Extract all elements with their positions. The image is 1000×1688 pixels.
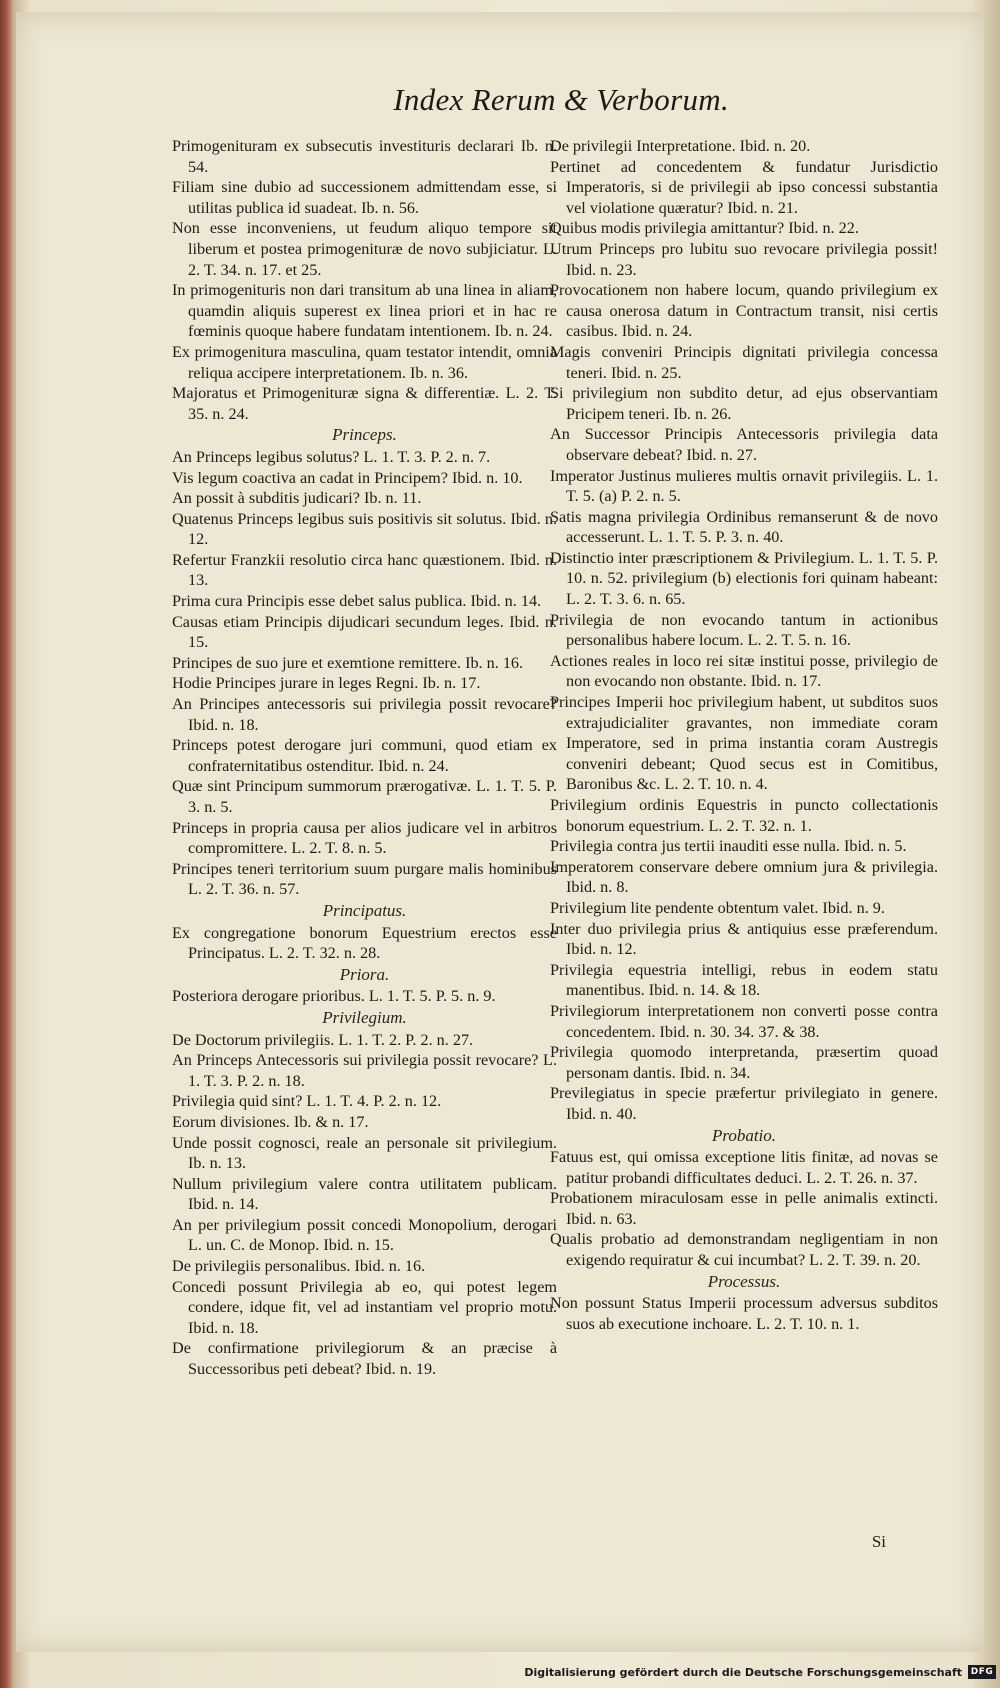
index-entry: Nullum privilegium valere contra utilitatem publicam. Ibid. n. 14. [172,1174,557,1214]
index-entry: Privilegiorum interpretationem non converti posse contra concedentem. Ibid. n. 30. 34. 37. & 38. [550,1001,938,1041]
index-entry: Si privilegium non subdito detur, ad ejus observantiam Pricipem teneri. Ib. n. 26. [550,384,938,423]
index-entry: Causas etiam Principis dijudicari secundum leges. Ibid. n. 15. [172,612,557,652]
index-entry: Principes de suo jure et exemtione remittere. Ib. n. 16. [172,653,524,672]
index-column-right [550,136,938,1334]
index-entry: Prima cura Principis esse debet salus publica. Ibid. n. 14. [172,592,542,611]
index-entry: De confirmatione privilegiorum & an præcise à Successoribus peti debeat? Ibid. n. 19. [172,1339,557,1379]
index-entry: An Princeps Antecessoris sui privilegia possit revocare? L. 1. T. 3. P. 2. n. 18. [172,1051,557,1090]
index-entry: Inter duo privilegia prius & antiquius esse præferendum. Ibid. n. 12. [550,919,938,959]
catchword: Si [871,1532,886,1551]
index-entry: Fatuus est, qui omissa exceptione litis finitæ, ad novas se patitur probandi difficultates deduci. L. 2. T. 26. n. 37. [550,1148,938,1187]
index-entry: Quibus modis privilegia amittantur? Ibid. n. 22. [550,219,859,238]
index-entry: Privilegium ordinis Equestris in puncto collectationis bonorum equestrium. L. 2. T. 32. n. 1. [550,796,938,835]
index-entry: Privilegia contra jus tertii inauditi esse nulla. Ibid. n. 5. [550,837,907,856]
index-entry: Quatenus Princeps legibus suis positivis sit solutus. Ibid. n. 12. [172,509,557,549]
index-entry: Pertinet ad concedentem & fundatur Jurisdictio Imperatoris, si de privilegii ab ipso concessi substantia vel violatione quæratur? Ibid. n. 21. [550,157,938,217]
index-entry: Principes Imperii hoc privilegium habent, ut subditos suos extrajudicialiter gravantes, non immediate coram Imperatore, sed in prima instantia coram Austregis conveniri debeant; Quod secus est in Comitibus, Baronibus &c. L. 2. T. 10. n. 4. [550,693,938,794]
index-column-left [172,136,557,1380]
page-header: Index Rerum & Verborum. [393,82,729,117]
index-entry: Quæ sint Principum summorum prærogativæ. L. 1. T. 5. P. 3. n. 5. [172,777,557,816]
index-entry: Hodie Principes jurare in leges Regni. Ib. n. 17. [172,674,481,693]
index-entry: Privilegia equestria intelligi, rebus in eodem statu manentibus. Ibid. n. 14. & 18. [550,960,938,1000]
index-entry: Privilegia quomodo interpretanda, præsertim quoad personam dantis. Ibid. n. 34. [550,1043,938,1082]
index-entry: Princeps potest derogare juri communi, quod etiam ex confraternitatibus ostenditur. Ibid. n. 24. [172,736,557,775]
index-entry: Privilegium lite pendente obtentum valet. Ibid. n. 9. [550,898,885,917]
index-entry: De Doctorum privilegiis. L. 1. T. 2. P. 2. n. 27. [172,1030,474,1049]
index-entry: Satis magna privilegia Ordinibus remanserunt & de novo accesserunt. L. 1. T. 5. P. 3. n. 40. [550,507,938,547]
book-page [16,12,984,1652]
index-heading: Priora. [339,964,390,984]
index-entry: Actiones reales in loco rei sitæ institui posse, privilegio de non evocando non obstante. Ibid. n. 17. [550,651,938,691]
index-entry: Distinctio inter præscriptionem & Privilegium. L. 1. T. 5. P. 10. n. 52. privilegium (b) electionis fori quinam habeant: L. 2. T. 3. 6. n. 65. [550,548,938,609]
index-entry: De privilegiis personalibus. Ibid. n. 16. [172,1257,426,1276]
digitization-footer [0,1662,996,1682]
index-entry: Probationem miraculosam esse in pelle animalis extincti. Ibid. n. 63. [550,1189,938,1228]
index-entry: An Principes antecessoris sui privilegia possit revocare? Ibid. n. 18. [172,695,557,734]
index-entry: Ex primogenitura masculina, quam testator intendit, omnia reliqua accipere interpretationem. Ib. n. 36. [172,342,557,382]
index-entry: Non possunt Status Imperii processum adversus subditos suos ab executione inchoare. L. 2. T. 10. n. 1. [550,1294,938,1333]
index-entry: Eorum divisiones. Ib. & n. 17. [172,1112,369,1131]
index-entry: Utrum Princeps pro lubitu suo revocare privilegia possit! Ibid. n. 23. [550,239,938,279]
index-entry: Unde possit cognosci, reale an personale sit privilegium. Ib. n. 13. [172,1133,557,1173]
index-entry: Magis conveniri Principis dignitati privilegia concessa teneri. Ibid. n. 25. [550,342,938,382]
index-heading: Principatus. [322,900,407,920]
index-heading: Probatio. [711,1125,777,1145]
index-entry: Qualis probatio ad demonstrandam negligentiam in non exigendo requiratur & cui incumbat? L. 2. T. 39. n. 20. [550,1230,938,1270]
index-entry: Imperatorem conservare debere omnium jura & privilegia. Ibid. n. 8. [550,857,938,897]
index-entry: Privilegia de non evocando tantum in actionibus personalibus habere locum. L. 2. T. 5. n. 16. [550,610,938,650]
index-entry: An Princeps legibus solutus? L. 1. T. 3. P. 2. n. 7. [172,447,491,466]
index-entry: Filiam sine dubio ad successionem admittendam esse, si utilitas publica id suadeat. Ib. n. 56. [172,178,557,217]
index-entry: Princeps in propria causa per alios judicare vel in arbitros compromittere. L. 2. T. 8. n. 5. [172,818,557,858]
index-entry: Primogenituram ex subsecutis investituris declarari Ib. n. 54. [172,137,557,176]
index-entry: Principes teneri territorium suum purgare malis hominibus L. 2. T. 36. n. 57. [172,859,557,899]
index-heading: Processus. [707,1271,781,1291]
index-entry: Refertur Franzkii resolutio circa hanc quæstionem. Ibid. n. 13. [172,550,557,590]
index-heading: Privilegium. [322,1007,407,1027]
index-entry: An possit à subditis judicari? Ib. n. 11. [172,489,422,508]
index-entry: An per privilegium possit concedi Monopolium, derogari L. un. C. de Monop. Ibid. n. 15. [172,1215,557,1255]
index-entry: Previlegiatus in specie præfertur privilegiato in genere. Ibid. n. 40. [550,1084,938,1123]
index-entry: Ex congregatione bonorum Equestrium erectos esse Principatus. L. 2. T. 32. n. 28. [172,923,557,963]
index-entry: Concedi possunt Privilegia ab eo, qui potest legem condere, idque fit, vel ad instantiam vel proprio motu. Ibid. n. 18. [172,1277,557,1337]
index-entry: In primogenituris non dari transitum ab una linea in aliam, quamdin aliquis superest ex linea priori et in hac re fœminis quoque habere fundatam intentionem. Ib. n. 24. [172,281,557,341]
index-heading: Princeps. [332,425,397,445]
index-entry: Vis legum coactiva an cadat in Principem? Ibid. n. 10. [172,468,523,487]
index-entry: An Successor Principis Antecessoris privilegia data observare debeat? Ibid. n. 27. [550,425,938,464]
index-entry: Privilegia quid sint? L. 1. T. 4. P. 2. n. 12. [172,1092,442,1111]
index-entry: De privilegii Interpretatione. Ibid. n. 20. [550,137,811,155]
dfg-logo-icon: DFG [968,1665,996,1679]
index-entry: Non esse inconveniens, ut feudum aliquo tempore sit liberum et postea primogenituræ de novo subjiciatur. L. 2. T. 34. n. 17. et 25. [172,219,557,279]
index-entry: Imperator Justinus mulieres multis ornavit privilegiis. L. 1. T. 5. (a) P. 2. n. 5. [550,466,938,506]
index-entry: Majoratus et Primogenituræ signa & differentiæ. L. 2. T. 35. n. 24. [172,384,557,423]
footer-text: Digitalisierung gefördert durch die Deutsche Forschungsgemeinschaft [524,1665,962,1679]
index-entry: Posteriora derogare prioribus. L. 1. T. 5. P. 5. n. 9. [172,987,496,1006]
index-entry: Provocationem non habere locum, quando privilegium ex causa onerosa datum in Contractum transit, nisi certis casibus. Ibid. n. 24. [550,281,938,341]
